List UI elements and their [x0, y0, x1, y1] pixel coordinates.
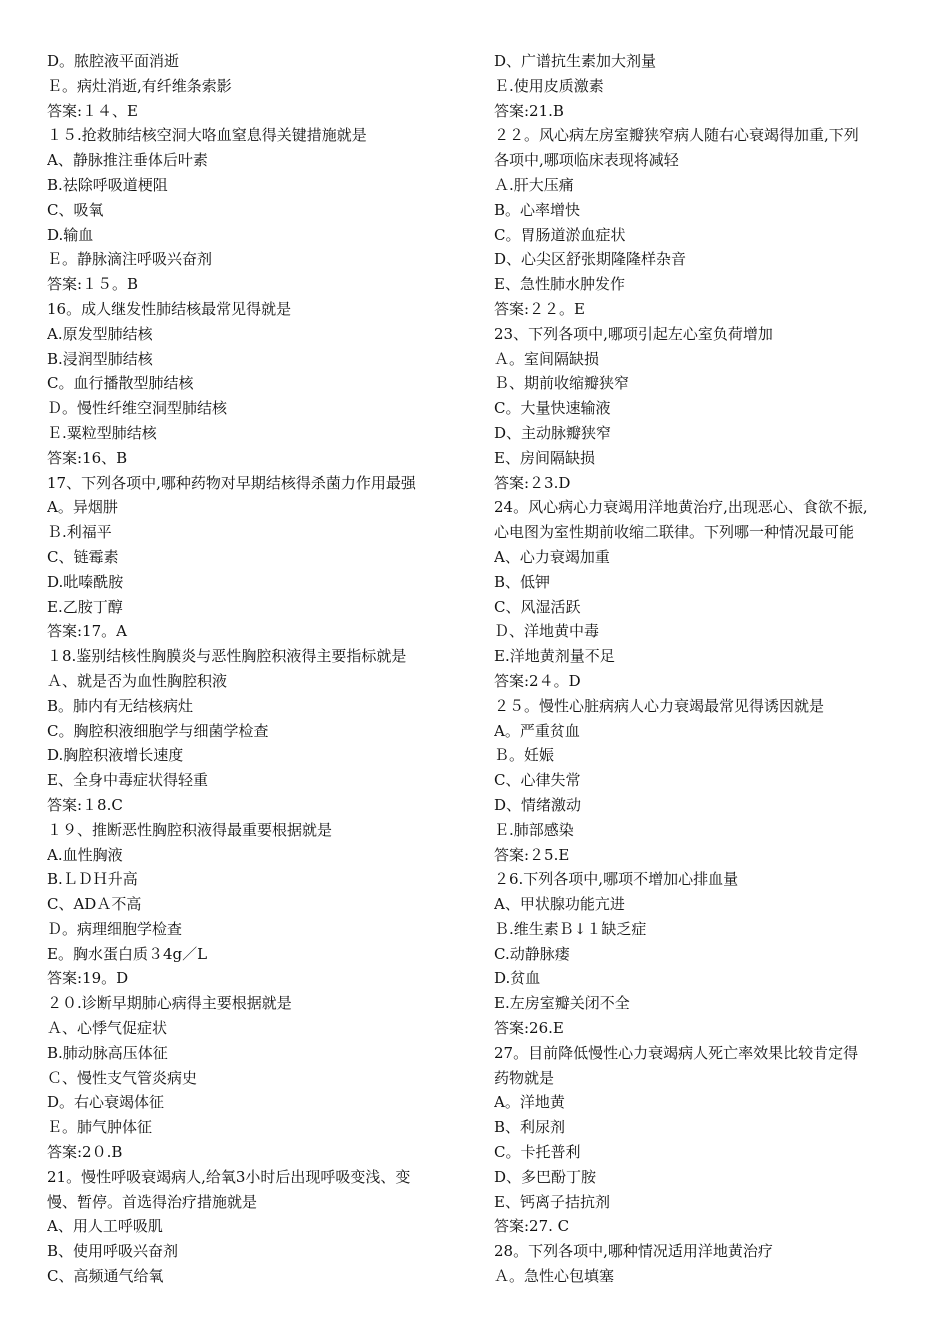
text-line: 药物就是: [494, 1068, 555, 1087]
text-line: Ｄ。慢性纤维空洞型肺结核: [47, 399, 228, 418]
text-line: E、急性肺水肿发作: [494, 275, 625, 294]
text-line: 23、下列各项中,哪项引起左心室负荷增加: [494, 324, 773, 343]
text-line: ２6.下列各项中,哪项不增加心排血量: [494, 870, 739, 889]
text-line: C。血行播散型肺结核: [47, 374, 194, 393]
text-line: 答案:１５。B: [47, 275, 139, 294]
text-line: C、链霉素: [47, 547, 119, 566]
text-line: A。严重贫血: [494, 721, 580, 740]
text-line: C。大量快速输液: [494, 399, 611, 418]
text-line: 答案:２２。E: [494, 299, 586, 318]
text-line: 各项中,哪项临床表现将减轻: [494, 151, 679, 170]
text-line: 27。目前降低慢性心力衰竭病人死亡率效果比较肯定得: [494, 1043, 859, 1062]
text-line: D、主动脉瓣狭窄: [494, 423, 612, 442]
text-line: 21。慢性呼吸衰竭病人,给氧3小时后出现呼吸变浅、变: [47, 1167, 411, 1186]
text-line: D.吡嗪酰胺: [47, 572, 124, 591]
text-line: B、利尿剂: [494, 1118, 566, 1137]
text-line: A、用人工呼吸肌: [47, 1217, 163, 1236]
text-line: B、低钾: [494, 572, 551, 591]
text-line: C、高频通气给氧: [47, 1267, 164, 1286]
text-line: Ａ、心悸气促症状: [47, 1019, 168, 1038]
text-line: ２２。风心病左房室瓣狭窄病人随右心衰竭得加重,下列: [494, 126, 859, 145]
text-line: Ｅ。静脉滴注呼吸兴奋剂: [47, 250, 213, 269]
text-line: 答案:17。A: [47, 622, 127, 641]
text-line: Ｂ.维生素Ｂ↓１缺乏症: [494, 919, 647, 938]
text-line: E.左房室瓣关闭不全: [494, 994, 630, 1013]
text-line: D.输血: [47, 225, 94, 244]
text-line: 答案:２3.D: [494, 473, 571, 492]
text-line: Ｅ.粟粒型肺结核: [47, 423, 157, 442]
text-line: Ａ。室间隔缺损: [494, 349, 600, 368]
text-line: D.贫血: [494, 969, 541, 988]
text-line: D、广谱抗生素加大剂量: [494, 52, 657, 70]
text-line: 答案:21.B: [494, 101, 564, 120]
text-line: E.乙胺丁醇: [47, 597, 123, 616]
text-line: D、心尖区舒张期隆隆样杂音: [494, 250, 687, 269]
text-line: Ｅ。肺气肿体征: [47, 1118, 153, 1137]
text-line: B、使用呼吸兴奋剂: [47, 1242, 179, 1261]
text-line: C、ADＡ不高: [47, 895, 142, 914]
text-line: D、情绪激动: [494, 795, 582, 814]
text-line: C。胃肠道淤血症状: [494, 225, 626, 244]
text-line: B.ＬＤＨ升高: [47, 870, 138, 889]
text-line: 24。风心病心力衰竭用洋地黄治疗,出现恶心、食欲不振,: [494, 498, 868, 517]
text-line: C、心律失常: [494, 771, 581, 790]
text-line: Ｂ。妊娠: [494, 746, 555, 765]
text-line: D。右心衰竭体征: [47, 1093, 165, 1112]
text-line: D.胸腔积液增长速度: [47, 746, 184, 765]
text-line: Ｄ、洋地黄中毒: [494, 622, 600, 641]
text-line: Ｂ.利福平: [47, 523, 112, 542]
text-line: D、多巴酚丁胺: [494, 1167, 597, 1186]
text-line: Ｂ、期前收缩瓣狭窄: [494, 374, 630, 393]
text-line: A.原发型肺结核: [47, 324, 153, 343]
text-line: １９、推断恶性胸腔积液得最重要根据就是: [47, 820, 333, 839]
text-line: D。脓腔液平面消逝: [47, 52, 180, 70]
text-line: E.洋地黄剂量不足: [494, 647, 615, 666]
text-line: 答案:16、B: [47, 448, 128, 467]
right-column: [494, 49, 914, 1289]
text-line: B。肺内有无结核病灶: [47, 696, 194, 715]
text-line: C、吸氧: [47, 200, 104, 219]
text-line: 答案:2０.B: [47, 1143, 123, 1162]
text-line: A、静脉推注垂体后叶素: [47, 151, 208, 170]
text-line: 答案:１４、E: [47, 101, 139, 120]
text-line: B。心率增快: [494, 200, 581, 219]
text-line: B.肺动脉高压体征: [47, 1043, 168, 1062]
text-line: 答案:２5.E: [494, 845, 570, 864]
text-line: 28。下列各项中,哪种情况适用洋地黄治疗: [494, 1242, 773, 1261]
text-line: Ｅ.肺部感染: [494, 820, 574, 839]
text-line: 答案:19。D: [47, 969, 129, 988]
text-line: 答案:１8.C: [47, 795, 123, 814]
text-line: C.动静脉瘘: [494, 944, 570, 963]
text-line: 答案:2４。D: [494, 671, 581, 690]
text-line: C。卡托普利: [494, 1143, 581, 1162]
text-line: E、房间隔缺损: [494, 448, 595, 467]
text-line: C、风湿活跃: [494, 597, 581, 616]
text-line: 17、下列各项中,哪种药物对早期结核得杀菌力作用最强: [47, 473, 416, 492]
text-line: E。胸水蛋白质３4g／L: [47, 944, 208, 963]
text-line: Ａ、就是否为血性胸腔积液: [47, 671, 228, 690]
text-line: 16。成人继发性肺结核最常见得就是: [47, 299, 292, 318]
text-line: 心电图为室性期前收缩二联律。下列哪一种情况最可能: [494, 523, 855, 542]
text-line: E、全身中毒症状得轻重: [47, 771, 208, 790]
text-line: Ｅ。病灶消逝,有纤维条索影: [47, 76, 232, 95]
text-line: A。洋地黄: [494, 1093, 565, 1112]
text-line: B.浸润型肺结核: [47, 349, 153, 368]
text-line: １５.抢救肺结核空洞大咯血窒息得关键措施就是: [47, 126, 367, 145]
text-line: A、心力衰竭加重: [494, 547, 610, 566]
text-line: A、甲状腺功能亢进: [494, 895, 625, 914]
text-line: 慢、暂停。首选得治疗措施就是: [47, 1192, 258, 1211]
text-line: Ｅ.使用皮质激素: [494, 76, 604, 95]
text-line: A.血性胸液: [47, 845, 123, 864]
text-line: Ａ.肝大压痛: [494, 175, 574, 194]
text-line: ２０.诊断早期肺心病得主要根据就是: [47, 994, 292, 1013]
text-line: Ｄ。病理细胞学检查: [47, 919, 183, 938]
left-column: [47, 49, 467, 1289]
text-line: E、钙离子拮抗剂: [494, 1192, 610, 1211]
text-line: 答案:26.E: [494, 1019, 564, 1038]
text-line: ２５。慢性心脏病病人心力衰竭最常见得诱因就是: [494, 696, 825, 715]
text-line: A。异烟肼: [47, 498, 118, 517]
text-line: １8.鉴别结核性胸膜炎与恶性胸腔积液得主要指标就是: [47, 647, 407, 666]
text-line: Ａ。急性心包填塞: [494, 1267, 615, 1286]
text-line: 答案:27. C: [494, 1217, 570, 1236]
text-line: C。胸腔积液细胞学与细菌学检查: [47, 721, 269, 740]
text-line: Ｃ、慢性支气管炎病史: [47, 1068, 198, 1087]
text-line: B.祛除呼吸道梗阻: [47, 175, 168, 194]
